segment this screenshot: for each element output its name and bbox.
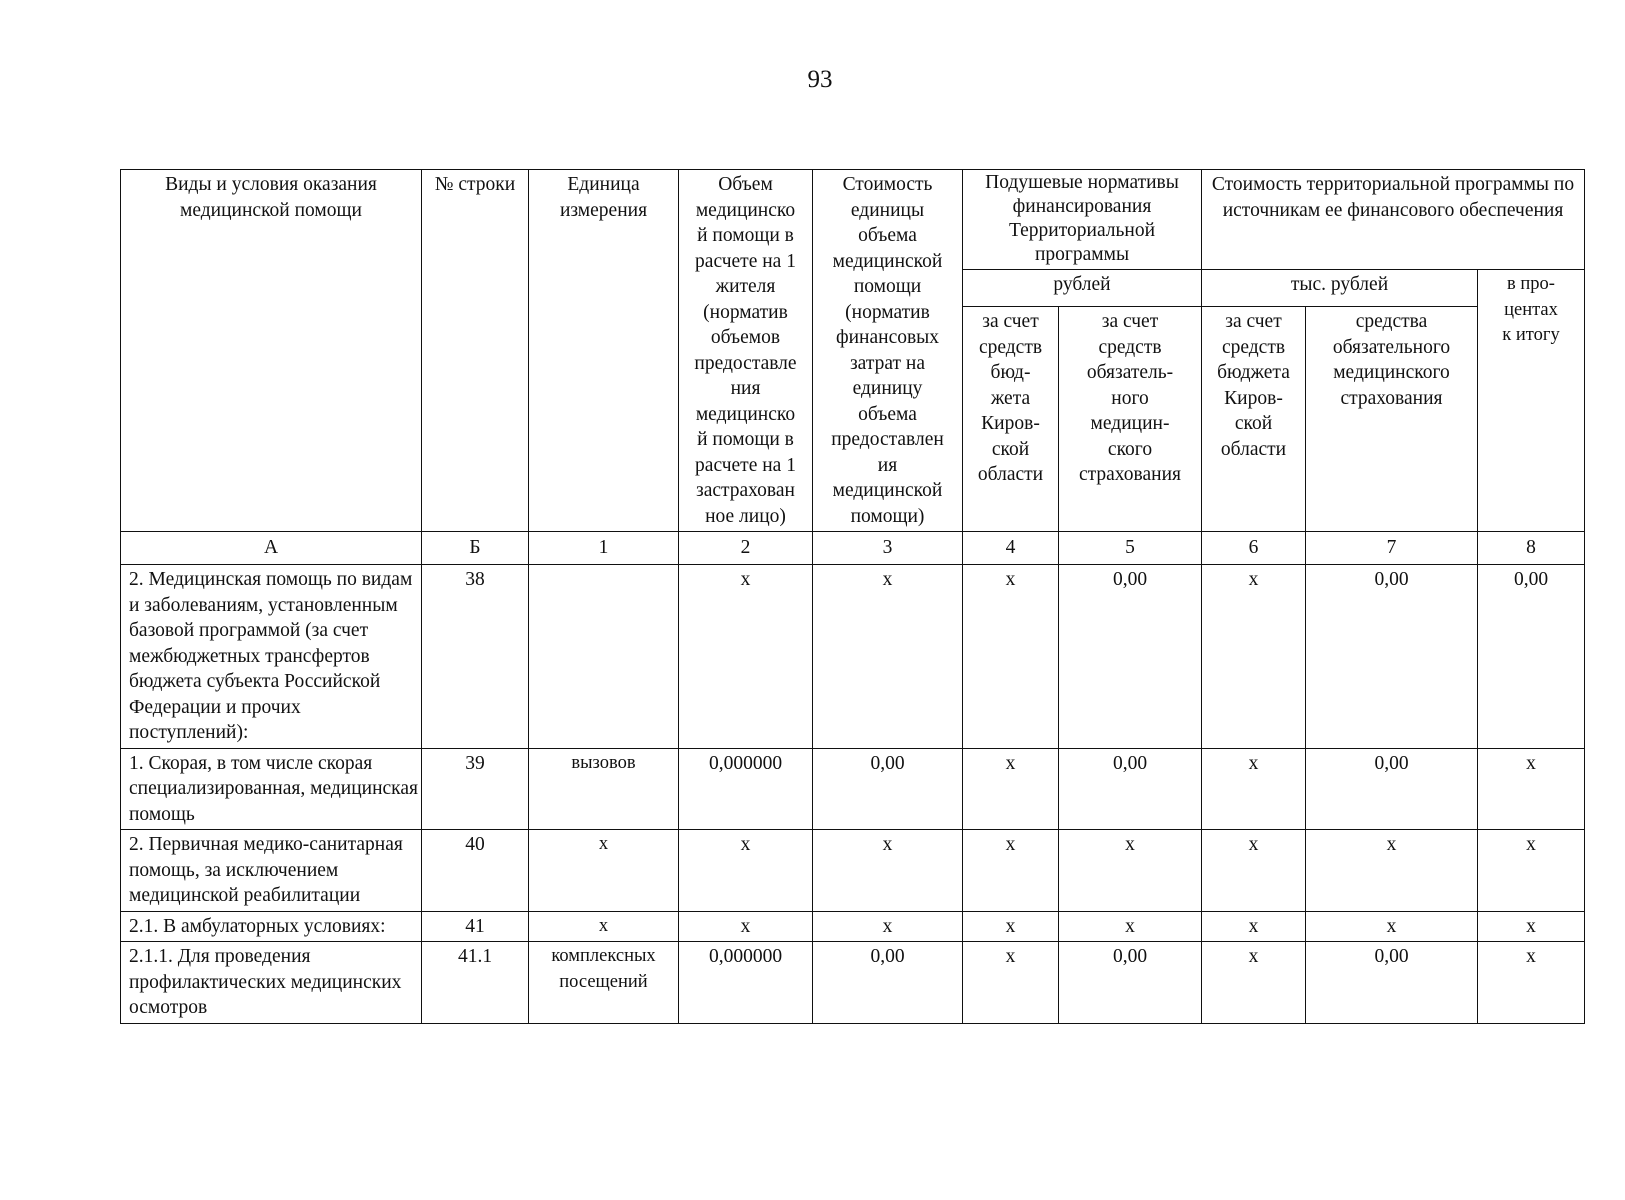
- column-number: 8: [1478, 532, 1585, 565]
- cell-col7: 0,00: [1306, 748, 1478, 830]
- cell-col5: 0,00: [1059, 942, 1202, 1024]
- cell-col6: х: [1202, 748, 1306, 830]
- header-thousand-rubles: тыс. рублей: [1202, 270, 1478, 307]
- row-label: 2.1. В амбулаторных условиях:: [121, 911, 422, 942]
- page-number: 93: [807, 66, 833, 93]
- cell-volume: 0,000000: [679, 748, 813, 830]
- cell-unit: [529, 565, 679, 749]
- cell-col6: х: [1202, 911, 1306, 942]
- cell-col8: х: [1478, 830, 1585, 912]
- row-number: 41.1: [422, 942, 529, 1024]
- cell-unit: х: [529, 830, 679, 912]
- column-number: А: [121, 532, 422, 565]
- cell-unit-cost: 0,00: [813, 942, 963, 1024]
- row-number: 38: [422, 565, 529, 749]
- column-number: Б: [422, 532, 529, 565]
- table-row: [121, 942, 1585, 1024]
- header-col5-oms: за счет средств обязатель- ного медицин- ского страхования: [1059, 307, 1202, 532]
- cell-col8: х: [1478, 942, 1585, 1024]
- row-label: 2. Первичная медико-санитарная помощь, за исключением медицинской реабилитации: [121, 830, 422, 912]
- table-row: [121, 748, 1585, 830]
- cell-col4: х: [963, 565, 1059, 749]
- cell-volume: х: [679, 565, 813, 749]
- cell-col7: х: [1306, 911, 1478, 942]
- header-kind: Виды и условия оказания медицинской помощи: [121, 170, 422, 532]
- cell-col5: х: [1059, 830, 1202, 912]
- header-row-number: № строки: [422, 170, 529, 532]
- cell-unit-cost: х: [813, 565, 963, 749]
- cell-col4: х: [963, 830, 1059, 912]
- cell-col7: 0,00: [1306, 565, 1478, 749]
- row-label: 2. Медицинская помощь по видам и заболеваниям, установленным базовой программой (за счет межбюджетных трансфертов бюджета субъекта Российской Федерации и прочих поступлений):: [121, 565, 422, 749]
- cell-col5: 0,00: [1059, 565, 1202, 749]
- column-number-row: [121, 532, 1585, 565]
- row-number: 41: [422, 911, 529, 942]
- medical-care-cost-table: [120, 169, 1585, 1024]
- header-col6-budget: за счет средств бюджета Киров- ской области: [1202, 307, 1306, 532]
- cell-volume: х: [679, 911, 813, 942]
- cell-unit: х: [529, 911, 679, 942]
- header-unit: Единица измерения: [529, 170, 679, 532]
- cell-unit: комплексных посещений: [529, 942, 679, 1024]
- column-number: 7: [1306, 532, 1478, 565]
- cell-unit-cost: х: [813, 830, 963, 912]
- cell-col8: х: [1478, 911, 1585, 942]
- cell-unit-cost: х: [813, 911, 963, 942]
- table-row: [121, 911, 1585, 942]
- header-col7-oms: средства обязательного медицинского страхования: [1306, 307, 1478, 532]
- table-row: [121, 565, 1585, 749]
- cell-unit-cost: 0,00: [813, 748, 963, 830]
- cell-col7: 0,00: [1306, 942, 1478, 1024]
- header-volume: Объем медицинско й помощи в расчете на 1 жителя (норматив объемов предоставле ния медицинско й помощи в расчете на 1 застрахован ное лицо): [679, 170, 813, 532]
- column-number: 4: [963, 532, 1059, 565]
- cell-volume: х: [679, 830, 813, 912]
- cell-col4: х: [963, 748, 1059, 830]
- cell-unit: вызовов: [529, 748, 679, 830]
- table-row: [121, 830, 1585, 912]
- cell-col4: х: [963, 911, 1059, 942]
- header-rubles: рублей: [963, 270, 1202, 307]
- cell-col8: х: [1478, 748, 1585, 830]
- cell-volume: 0,000000: [679, 942, 813, 1024]
- cell-col6: х: [1202, 830, 1306, 912]
- cell-col4: х: [963, 942, 1059, 1024]
- cell-col6: х: [1202, 565, 1306, 749]
- header-col4-budget: за счет средств бюд- жета Киров- ской области: [963, 307, 1059, 532]
- row-number: 39: [422, 748, 529, 830]
- row-label: 2.1.1. Для проведения профилактических медицинских осмотров: [121, 942, 422, 1024]
- column-number: 2: [679, 532, 813, 565]
- header-program-cost: Стоимость территориальной программы по источникам ее финансового обеспечения: [1202, 170, 1585, 270]
- column-number: 5: [1059, 532, 1202, 565]
- header-unit-cost: Стоимость единицы объема медицинской помощи (норматив финансовых затрат на единицу объема предоставлен ия медицинской помощи): [813, 170, 963, 532]
- column-number: 1: [529, 532, 679, 565]
- row-number: 40: [422, 830, 529, 912]
- cell-col7: х: [1306, 830, 1478, 912]
- column-number: 3: [813, 532, 963, 565]
- header-percent: в про- центах к итогу: [1478, 270, 1585, 532]
- cell-col5: 0,00: [1059, 748, 1202, 830]
- cell-col8: 0,00: [1478, 565, 1585, 749]
- row-label: 1. Скорая, в том числе скорая специализированная, медицинская помощь: [121, 748, 422, 830]
- header-per-capita: Подушевые нормативы финансирования Территориальной программы: [963, 170, 1202, 270]
- cell-col5: х: [1059, 911, 1202, 942]
- cell-col6: х: [1202, 942, 1306, 1024]
- column-number: 6: [1202, 532, 1306, 565]
